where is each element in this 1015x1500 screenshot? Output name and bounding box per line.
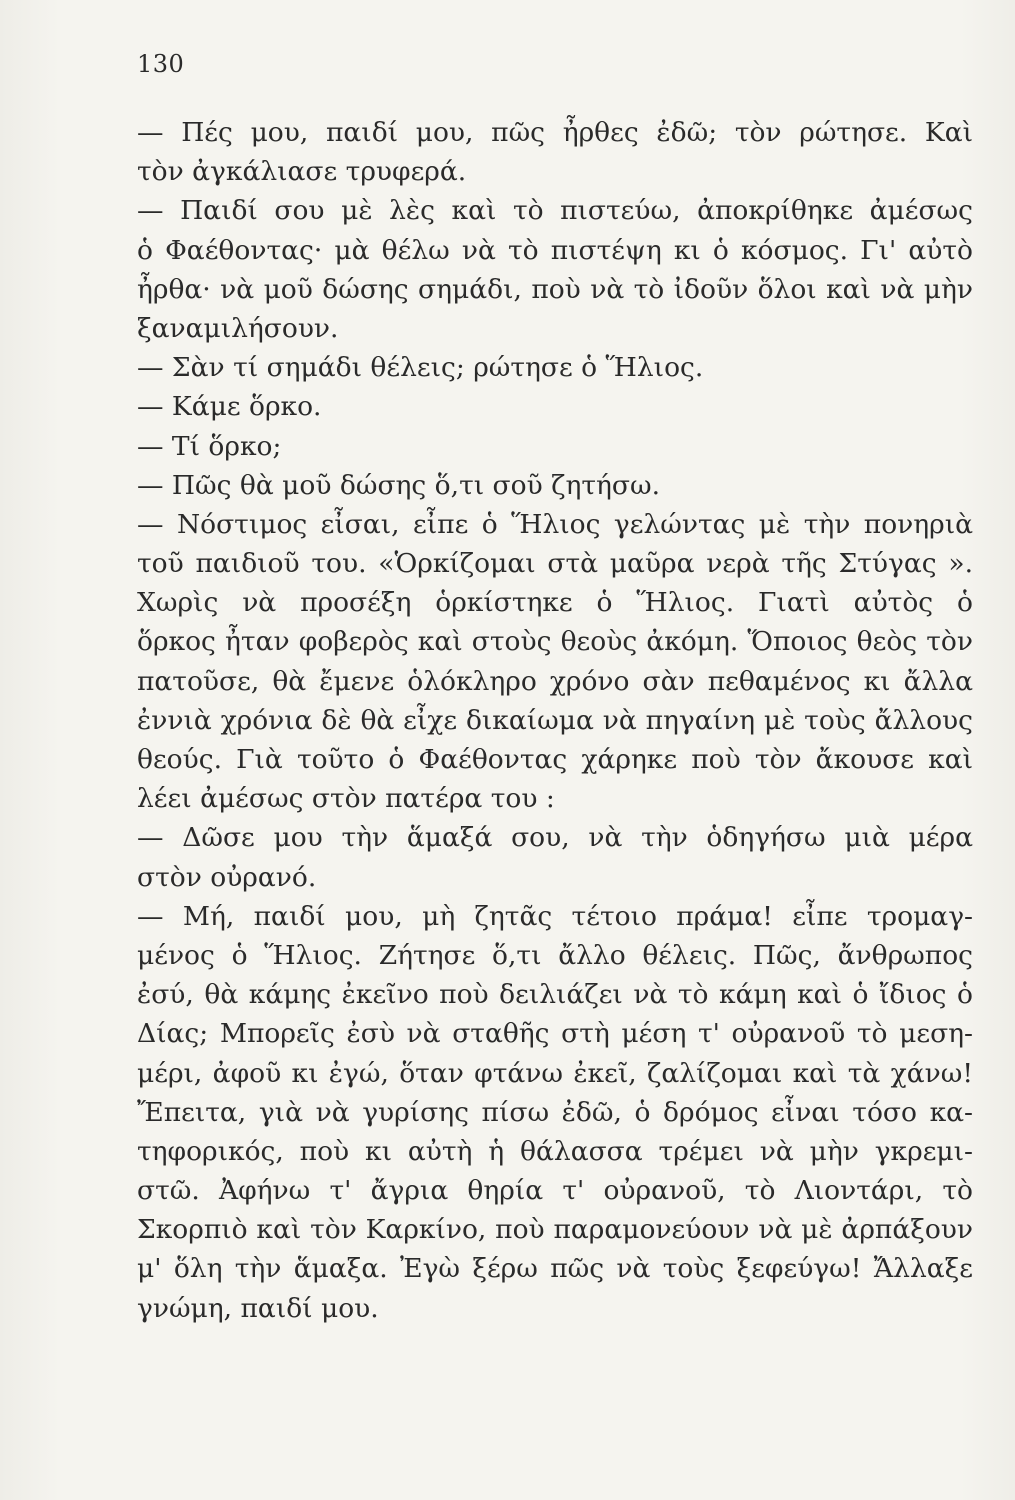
text-line: ξαναμιλήσουν. (137, 312, 339, 344)
text-line: Σκορπιὸ καὶ τὸν Καρκίνο, ποὺ παραμονεύουν νὰ μὲ ἀρπάξουν (137, 1214, 973, 1246)
body-text (137, 113, 973, 1328)
text-line: στὸν οὐρανό. (137, 861, 317, 893)
text-line: — Κάμε ὅρκο. (137, 391, 322, 423)
text-line: — Δῶσε μου τὴν ἅμαξά σου, νὰ τὴν ὁδηγήσω μιὰ μέρα (137, 822, 973, 854)
text-line: τὸν ἀγκάλιασε τρυφερά. (137, 156, 467, 188)
text-line: τοῦ παιδιοῦ του. «Ὁρκίζομαι στὰ μαῦρα νερὰ τῆς Στύγας ». (137, 548, 973, 580)
text-line: θεούς. Γιὰ τοῦτο ὁ Φαέθοντας χάρηκε ποὺ τὸν ἄκουσε καὶ (137, 744, 973, 775)
page-number: 130 (137, 50, 185, 78)
text-line: τηφορικός, ποὺ κι αὐτὴ ἡ θάλασσα τρέμει νὰ μὴν γκρεμι- (137, 1135, 973, 1167)
text-line: μένος ὁ Ἥλιος. Ζήτησε ὅ,τι ἄλλο θέλεις. Πῶς, ἄνθρωπος (137, 939, 973, 971)
text-line: ὁ Φαέθοντας· μὰ θέλω νὰ τὸ πιστέψη κι ὁ κόσμος. Γι' αὐτὸ (137, 234, 973, 266)
text-line: Ἔπειτα, γιὰ νὰ γυρίσης πίσω ἐδῶ, ὁ δρόμος εἶναι τόσο κα- (137, 1096, 973, 1128)
text-line: λέει ἀμέσως στὸν πατέρα του : (137, 783, 555, 815)
text-line: μ' ὅλη τὴν ἅμαξα. Ἐγὼ ξέρω πῶς νὰ τοὺς ξεφεύγω! Ἄλλαξε (137, 1253, 973, 1285)
text-line: — Νόστιμος εἶσαι, εἶπε ὁ Ἥλιος γελώντας μὲ τὴν πονηριὰ (137, 508, 973, 540)
text-line: ἐσύ, θὰ κάμης ἐκεῖνο ποὺ δειλιάζει νὰ τὸ κάμη καὶ ὁ ἴδιος ὁ (137, 979, 973, 1011)
text-line: — Τί ὅρκο; (137, 430, 282, 462)
text-line: μέρι, ἀφοῦ κι ἐγώ, ὅταν φτάνω ἐκεῖ, ζαλίζομαι καὶ τὰ χάνω! (137, 1057, 973, 1089)
text-line: — Μή, παιδί μου, μὴ ζητᾶς τέτοιο πράμα! εἶπε τρομαγ- (137, 900, 973, 932)
text-line: — Πῶς θὰ μοῦ δώσης ὅ,τι σοῦ ζητήσω. (137, 469, 661, 501)
text-line: — Παιδί σου μὲ λὲς καὶ τὸ πιστεύω, ἀποκρίθηκε ἀμέσως (137, 195, 973, 227)
text-line: — Σὰν τί σημάδι θέλεις; ρώτησε ὁ Ἥλιος. (137, 352, 704, 384)
text-line: ἐννιὰ χρόνια δὲ θὰ εἶχε δικαίωμα νὰ πηγαίνη μὲ τοὺς ἄλλους (137, 704, 973, 736)
text-line: γνώμη, παιδί μου. (137, 1292, 379, 1324)
text-line: Δίας; Μπορεῖς ἐσὺ νὰ σταθῆς στὴ μέση τ' οὐρανοῦ τὸ μεση- (137, 1018, 973, 1050)
text-line: ὅρκος ἦταν φοβερὸς καὶ στοὺς θεοὺς ἀκόμη. Ὅποιος θεὸς τὸν (137, 626, 973, 658)
text-line: στῶ. Ἀφήνω τ' ἄγρια θηρία τ' οὐρανοῦ, τὸ Λιοντάρι, τὸ (137, 1175, 973, 1207)
text-line: — Πές μου, παιδί μου, πῶς ἦρθες ἐδῶ; τὸν ρώτησε. Καὶ (137, 117, 973, 148)
text-line: ἦρθα· νὰ μοῦ δώσης σημάδι, ποὺ νὰ τὸ ἰδοῦν ὅλοι καὶ νὰ μὴν (137, 273, 973, 305)
text-line: πατοῦσε, θὰ ἔμενε ὁλόκληρο χρόνο σὰν πεθαμένος κι ἄλλα (137, 665, 973, 697)
text-line: Χωρὶς νὰ προσέξη ὁρκίστηκε ὁ Ἥλιος. Γιατὶ αὐτὸς ὁ (137, 587, 973, 619)
